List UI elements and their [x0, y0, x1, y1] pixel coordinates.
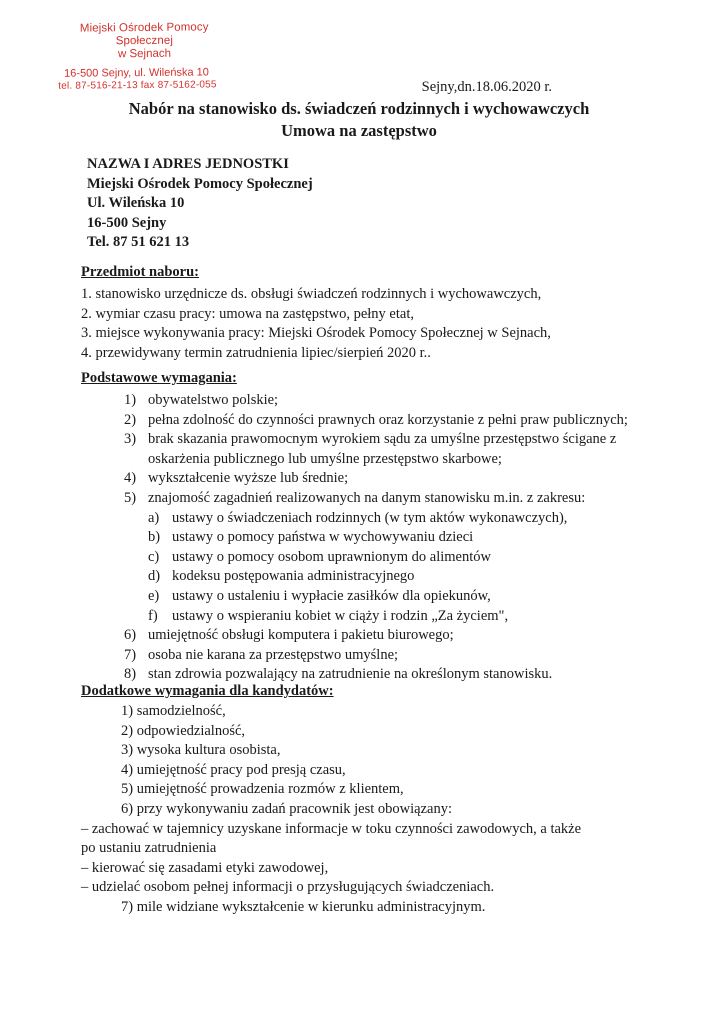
- document-subtitle: Umowa na zastępstwo: [281, 121, 437, 140]
- additional-requirement-text: 7) mile widziane wykształcenie w kierunku administracyjnym.: [121, 898, 486, 915]
- subject-item-text: 4. przewidywany termin zatrudnienia lipiec/sierpień 2020 r..: [81, 344, 431, 361]
- requirement-item: [124, 411, 654, 431]
- requirement-item: [124, 646, 654, 666]
- requirement-item: [124, 489, 654, 509]
- stamp-line-town: w Sejnach: [117, 47, 172, 61]
- requirement-number: 2): [124, 411, 137, 428]
- basic-requirements-list: [124, 391, 654, 685]
- basic-requirements-heading: Podstawowe wymagania:: [81, 370, 237, 386]
- subject-item-text: 3. miejsce wykonywania pracy: Miejski Ośrodek Pomocy Społecznej w Sejnach,: [81, 325, 551, 342]
- requirement-number: e): [148, 587, 160, 604]
- requirement-text: kodeksu postępowania administracyjnego: [172, 568, 415, 585]
- requirement-item: [124, 626, 654, 646]
- additional-requirement-text: – zachować w tajemnicy uzyskane informacje w toku czynności zawodowych, a także: [81, 820, 582, 837]
- requirement-text: brak skazania prawomocnym wyrokiem sądu za umyślne przestępstwo ścigane z: [148, 431, 617, 448]
- requirement-number: f): [148, 607, 158, 624]
- additional-requirement-text: 3) wysoka kultura osobista,: [121, 742, 281, 759]
- unit-city: 16-500 Sejny: [87, 214, 167, 231]
- additional-requirement-text: 6) przy wykonywaniu zadań pracownik jest obowiązany:: [121, 800, 452, 817]
- unit-street: Ul. Wileńska 10: [87, 195, 185, 211]
- requirement-text: pełna zdolność do czynności prawnych oraz korzystanie z pełni praw publicznych;: [148, 411, 628, 428]
- requirement-item: [124, 430, 654, 450]
- additional-requirement-text: – kierować się zasadami etyki zawodowej,: [81, 859, 329, 876]
- requirement-number: 8): [124, 666, 137, 683]
- requirement-number: d): [148, 568, 161, 585]
- requirement-text: ustawy o świadczeniach rodzinnych (w tym aktów wykonawczych),: [172, 509, 568, 526]
- additional-requirement-text: – udzielać osobom pełnej informacji o przysługujących świadczeniach.: [81, 879, 495, 896]
- stamp-line-address: 16-500 Sejny, ul. Wileńska 10: [64, 66, 209, 80]
- requirement-text: ustawy o pomocy osobom uprawnionym do alimentów: [172, 548, 491, 565]
- requirement-number: a): [148, 509, 160, 526]
- requirement-subitem: [124, 567, 654, 587]
- requirement-text: umiejętność obsługi komputera i pakietu biurowego;: [148, 627, 454, 644]
- document-date: Sejny,dn.18.06.2020 r.: [421, 79, 552, 95]
- requirement-subitem: [124, 587, 654, 607]
- requirement-number: 6): [124, 627, 137, 644]
- requirement-item: [124, 469, 654, 489]
- unit-block: [87, 155, 313, 253]
- unit-name: Miejski Ośrodek Pomocy Społecznej: [87, 175, 313, 192]
- additional-requirement-text: 4) umiejętność pracy pod presją czasu,: [121, 761, 346, 778]
- subject-item-text: 1. stanowisko urzędnicze ds. obsługi świadczeń rodzinnych i wychowawczych,: [81, 286, 542, 302]
- requirement-text: osoba nie karana za przestępstwo umyślne;: [148, 646, 399, 663]
- requirement-number: 5): [124, 489, 137, 506]
- requirement-text: wykształcenie wyższe lub średnie;: [148, 470, 349, 487]
- requirement-text: oskarżenia publicznego lub umyślne przestępstwo skarbowe;: [148, 450, 502, 467]
- subject-heading: Przedmiot naboru:: [81, 264, 199, 280]
- requirement-subitem: [124, 528, 654, 548]
- additional-requirement-text: 5) umiejętność prowadzenia rozmów z klientem,: [121, 781, 404, 798]
- requirement-text: ustawy o pomocy państwa w wychowywaniu dzieci: [172, 529, 474, 546]
- additional-requirement-text: po ustaniu zatrudnienia: [81, 840, 217, 857]
- requirement-text: obywatelstwo polskie;: [148, 392, 279, 408]
- requirement-number: 4): [124, 470, 137, 487]
- requirement-text: znajomość zagadnień realizowanych na danym stanowisku m.in. z zakresu:: [148, 489, 586, 506]
- requirement-number: 7): [124, 646, 137, 663]
- requirement-text: ustawy o wspieraniu kobiet w ciąży i rodzin „Za życiem",: [172, 607, 509, 624]
- institution-stamp: [52, 21, 238, 93]
- document-title: Nabór na stanowisko ds. świadczeń rodzinnych i wychowawczych: [128, 99, 590, 118]
- unit-heading: NAZWA I ADRES JEDNOSTKI: [87, 156, 289, 172]
- stamp-line-name: Miejski Ośrodek Pomocy Społecznej: [79, 21, 209, 48]
- requirement-number: 3): [124, 431, 137, 448]
- requirement-number: 1): [124, 392, 137, 408]
- requirement-item: [124, 450, 654, 470]
- requirement-subitem: [124, 548, 654, 568]
- additional-requirement-text: 1) samodzielność,: [121, 703, 226, 719]
- requirement-subitem: [124, 509, 654, 529]
- requirement-number: b): [148, 529, 161, 546]
- requirement-text: stan zdrowia pozwalający na zatrudnienie na określonym stanowisku.: [148, 666, 553, 683]
- requirement-item: [124, 665, 654, 685]
- additional-requirement-text: 2) odpowiedzialność,: [121, 722, 246, 739]
- unit-phone: Tel. 87 51 621 13: [87, 234, 190, 250]
- requirement-subitem: [124, 607, 654, 627]
- requirement-number: c): [148, 548, 160, 565]
- subject-item-text: 2. wymiar czasu pracy: umowa na zastępstwo, pełny etat,: [81, 305, 414, 322]
- requirement-item: [124, 391, 654, 411]
- additional-requirements-heading: Dodatkowe wymagania dla kandydatów:: [81, 683, 334, 699]
- stamp-line-phone: tel. 87-516-21-13 fax 87-5162-055: [58, 79, 217, 92]
- requirement-text: ustawy o ustaleniu i wypłacie zasiłków dla opiekunów,: [172, 587, 491, 604]
